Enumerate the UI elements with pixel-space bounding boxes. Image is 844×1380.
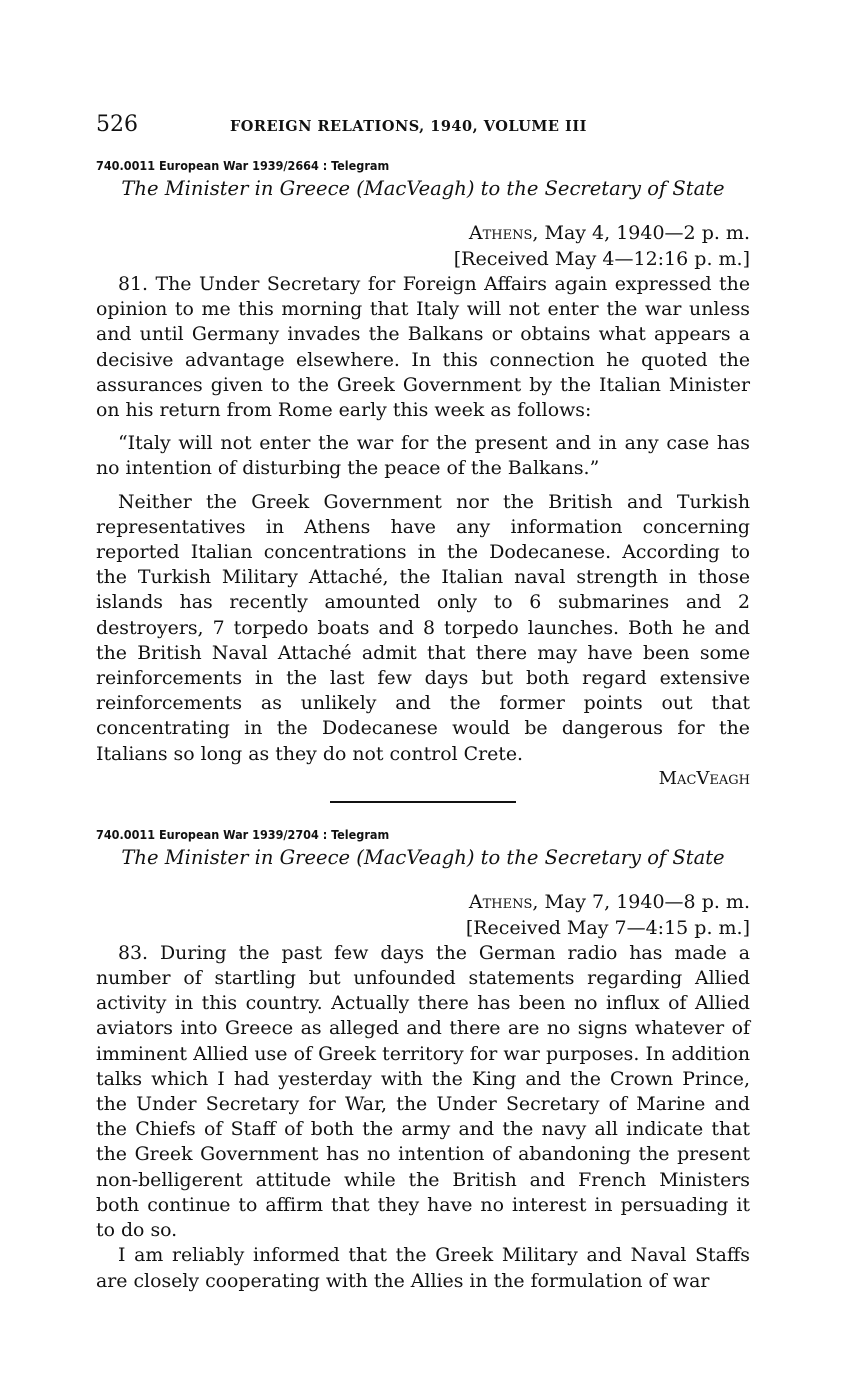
running-header xyxy=(96,112,750,146)
signature: MacVeagh xyxy=(658,767,750,789)
date-sent: , May 4, 1940—2 p. m. xyxy=(532,222,750,244)
page-number: 526 xyxy=(96,112,138,137)
telegram-1 xyxy=(96,158,750,791)
paragraph: 83. During the past few days the German radio has made a number of startling but unfounded statements regarding Allied activity in this country. Actually there has been no influx of Allied aviators into Greece as alleged and there are no signs whatever of imminent Allied use of Greek territory for war purposes. In addition talks which I had yesterday with the King and the Crown Prince, the Under Secretary for War, the Under Secretary of Marine and the Chiefs of Staff of both the army and the navy all indicate that the Greek Government has no intention of abandoning the present non-belligerent attitude while the British and French Ministers both continue to affirm that they have no interest in persuading it to do so. xyxy=(96,941,750,1242)
file-reference: 740.0011 European War 1939/2704 : Telegram xyxy=(96,826,390,842)
document-page xyxy=(96,112,750,1294)
place-name: Athens xyxy=(468,222,533,244)
quotation: “Italy will not enter the war for the present and in any case has no intention of disturbing the peace of the Balkans.” xyxy=(96,432,750,480)
running-title: FOREIGN RELATIONS, 1940, VOLUME III xyxy=(230,118,587,135)
place-name: Athens xyxy=(468,890,533,913)
telegram-2 xyxy=(96,827,750,1294)
file-reference: 740.0011 European War 1939/2664 : Telegram xyxy=(96,158,390,173)
dateline-sent xyxy=(96,889,750,915)
paragraph: I am reliably informed that the Greek Military and Naval Staffs are closely cooperating with the Allies in the formulation of war xyxy=(96,1244,750,1292)
document-title: The Minister in Greece (MacVeagh) to the Secretary of State xyxy=(121,845,725,869)
document-title: The Minister in Greece (MacVeagh) to the Secretary of State xyxy=(121,177,725,200)
paragraph: 81. The Under Secretary for Foreign Affairs again expressed the opinion to me this morning that Italy will not enter the war unless and until Germany invades the Balkans or obtains what appears a decisive advantage elsewhere. In this connection he quoted the assurances given to the Greek Government by the Italian Minister on his return from Rome early this week as follows: xyxy=(96,273,750,422)
paragraph: Neither the Greek Government nor the British and Turkish representatives in Athens have any information concerning reported Italian concentrations in the Dodecanese. According to the Turkish Military Attaché, the Italian naval strength in those islands has recently amounted only to 6 submarines and 2 destroyers, 7 torpedo boats and 8 torpedo launches. Both he and the British Naval Attaché admit that there may have been some reinforcements in the last few days but both regard extensive reinforcements as unlikely and the former points out that concentrating in the Dodecanese would be dangerous for the Italians so long as they do not control Crete. xyxy=(96,490,750,765)
date-sent: , May 7, 1940—8 p. m. xyxy=(532,890,750,913)
dateline-received: [Received May 4—12:16 p. m.] xyxy=(453,248,750,270)
dateline-sent xyxy=(96,220,750,246)
section-divider xyxy=(330,801,516,803)
dateline-received: [Received May 7—4:15 p. m.] xyxy=(465,916,750,939)
